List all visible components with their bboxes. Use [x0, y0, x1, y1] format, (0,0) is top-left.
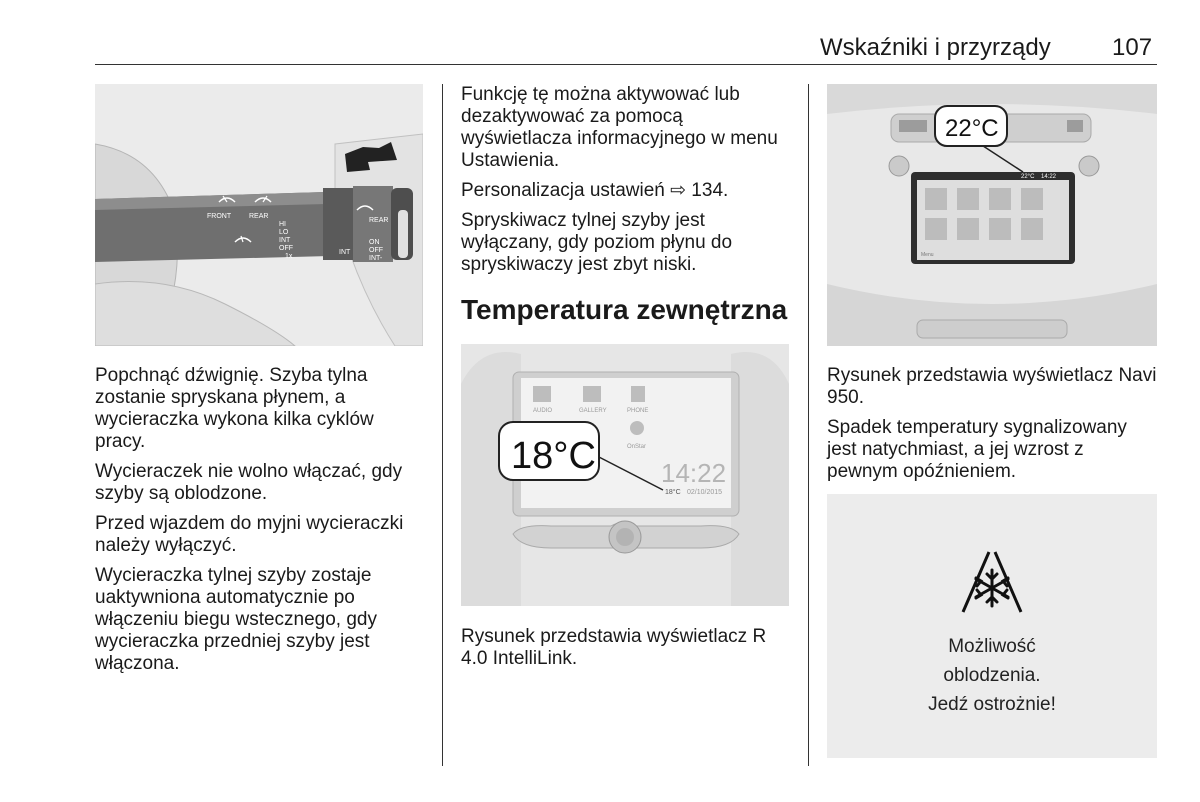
warning-line-3: Jedź ostrożnie!: [928, 694, 1056, 715]
small-temp: 18°C: [665, 489, 681, 496]
ice-warning-icon: [955, 546, 1029, 620]
ice-warning-message: [827, 632, 1157, 719]
clock-time: 14:22: [661, 458, 727, 488]
label-int: INT: [279, 237, 291, 244]
warning-line-1: Możliwość: [948, 636, 1036, 657]
paragraph: Spryskiwacz tylnej szyby jest wyłączany, gdy poziom płynu do spryskiwaczy jest zbyt niski.: [461, 210, 733, 275]
col2-text: [461, 84, 791, 344]
menu-label: Menu: [921, 252, 934, 258]
page-number: 107: [1112, 34, 1153, 61]
label-int-2: INT: [339, 249, 351, 256]
app-gallery-label: GALLERY: [579, 408, 607, 414]
clock-time-navi: 14:22: [1041, 174, 1057, 180]
column-divider-2: [808, 84, 809, 766]
temperature-callout: 18°C: [511, 435, 596, 477]
figure-caption: Rysunek przedstawia wyświetlacz R 4.0 IntelliLink.: [461, 626, 767, 669]
app-phone-label: PHONE: [627, 408, 649, 414]
paragraph: Popchnąć dźwignię. Szyba tylna zostanie spryskana płynem, a wycieraczka wykona kilka cyklów pracy.: [95, 365, 374, 452]
date-text: 02/10/2015: [687, 489, 723, 496]
label-int-minus: INT-: [369, 255, 383, 262]
wiper-stalk-figure: [95, 84, 423, 346]
column-divider-1: [442, 84, 443, 766]
figure-caption: Rysunek przedstawia wyświetlacz Navi 950.: [827, 365, 1157, 408]
cross-reference[interactable]: Personalizacja ustawień ⇨ 134.: [461, 180, 729, 201]
col2-caption: [461, 626, 791, 678]
section-heading: Temperatura zewnętrzna: [461, 294, 788, 325]
navi950-display-figure: [827, 84, 1157, 346]
section-title: Wskaźniki i przyrządy: [820, 34, 1051, 61]
label-on: ON: [369, 239, 380, 246]
paragraph: Spadek temperatury sygnalizowany jest natychmiast, a jej wzrost z pewnym opóźnieniem.: [827, 417, 1127, 482]
paragraph: Wycieraczek nie wolno włączać, gdy szyby są oblodzone.: [95, 461, 403, 504]
label-rear: REAR: [249, 213, 269, 220]
label-off-2: OFF: [369, 247, 383, 254]
header-rule: [95, 64, 1157, 65]
col1-text: [95, 365, 425, 683]
small-temp-navi: 22°C: [1021, 174, 1035, 180]
paragraph: Funkcję tę można aktywować lub dezaktywować za pomocą wyświetlacza informacyjnego w menu Ustawienia.: [461, 84, 778, 171]
app-onstar-label: OnStar: [627, 444, 647, 450]
ice-warning-figure: [827, 494, 1157, 758]
paragraph: Wycieraczka tylnej szyby zostaje uaktywniona automatycznie po włączeniu biegu wstecznego, gdy wycieraczka przedniej szyby jest włączona.: [95, 565, 378, 674]
col3-text: [827, 365, 1157, 491]
label-lo: LO: [279, 229, 289, 236]
label-front: FRONT: [207, 213, 232, 220]
label-rear-2: REAR: [369, 217, 389, 224]
app-audio-label: AUDIO: [533, 408, 553, 414]
label-hi: HI: [279, 221, 286, 228]
intellilink-display-figure: [461, 344, 789, 606]
warning-line-2: oblodzenia.: [943, 665, 1041, 686]
label-off: OFF: [279, 245, 293, 252]
label-1x: 1x: [285, 253, 293, 260]
temperature-callout-navi: 22°C: [945, 115, 999, 142]
paragraph: Przed wjazdem do myjni wycieraczki należy wyłączyć.: [95, 513, 404, 556]
